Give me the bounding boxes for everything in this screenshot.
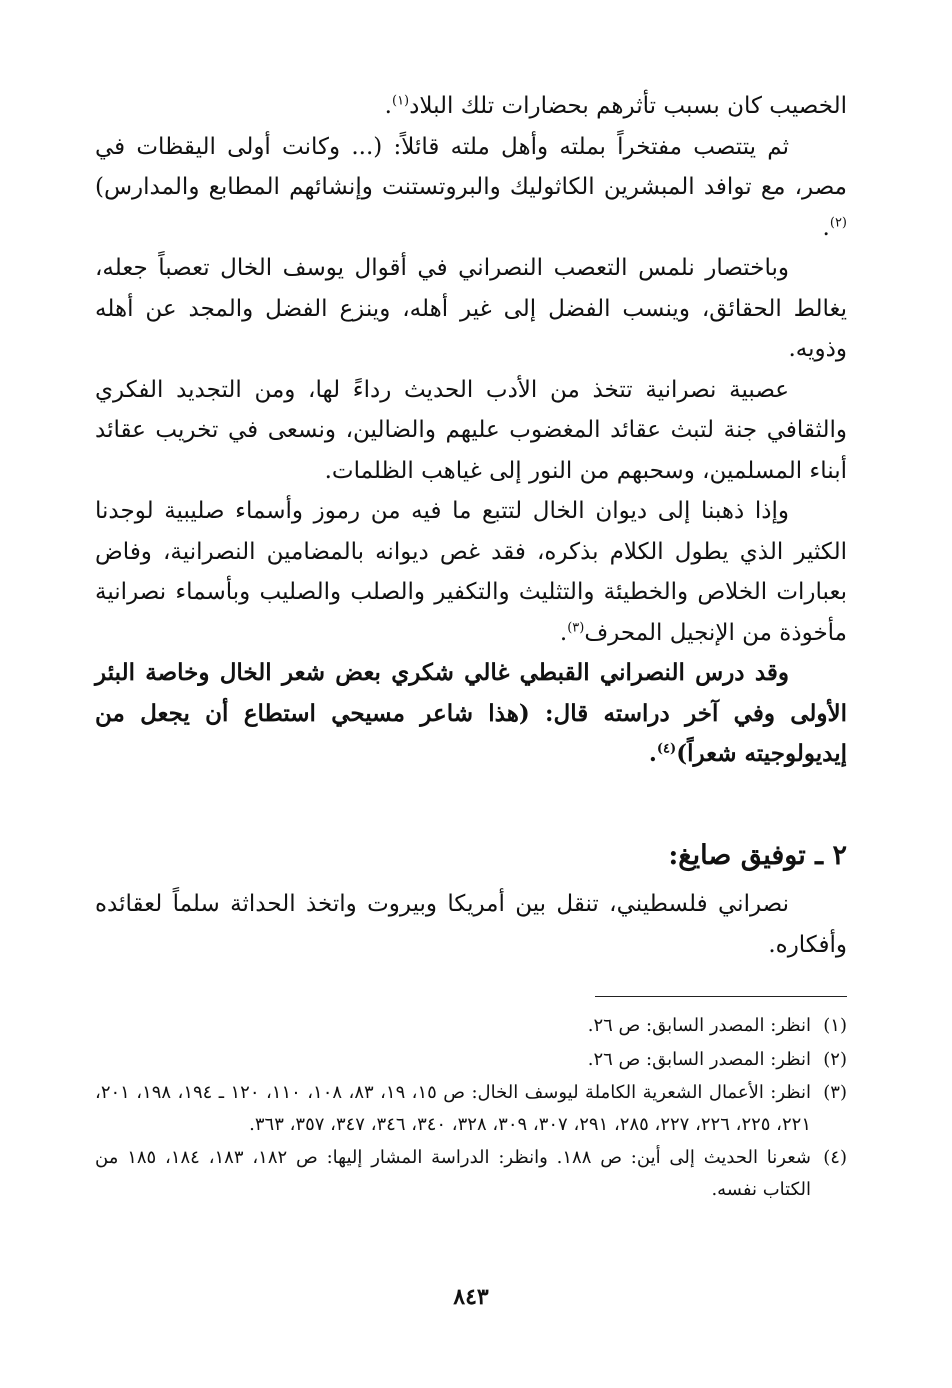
document-page	[95, 0, 847, 1388]
footnote-number: (٢)	[823, 1048, 847, 1070]
section-heading: ٢ ـ توفيق صايغ:	[668, 840, 847, 871]
paragraph-5	[95, 491, 847, 653]
body-text	[95, 86, 847, 775]
paragraph-1-text: الخصيب كان بسبب تأثرهم بحضارات تلك البلاد	[409, 93, 847, 119]
paragraph-3	[95, 248, 847, 370]
page-number: ٨٤٣	[453, 1284, 489, 1310]
footnote-1	[95, 1010, 847, 1042]
paragraph-6-tail: .	[648, 740, 657, 767]
paragraph-1	[95, 86, 847, 127]
footnote-text: شعرنا الحديث إلى أين: ص ١٨٨. وانظر: الدراسة المشار إليها: ص ١٨٢، ١٨٣، ١٨٤، ١٨٥ من الكتاب نفسه.	[95, 1147, 811, 1200]
footnote-number: (٣)	[823, 1082, 847, 1103]
footnote-ref-2: (٢)	[829, 214, 847, 230]
paragraph-5-text: وإذا ذهبنا إلى ديوان الخال لتتبع ما فيه من رموز وأسماء صليبية لوجدنا الكثير الذي يطول الكلام بذكره، فقد غص ديوانه بالمضامين النصرانية، وفاض بعبارات الخلاص والخطيئة والتثليث والتكفير والصلب والصليب وبأسماء نصرانية مأخوذة من الإنجيل المحرف	[95, 498, 847, 646]
paragraph-6-text: وقد درس النصراني القبطي غالي شكري بعض شعر الخال وخاصة البئر الأولى وفي آخر دراسته قال: (هذا شاعر مسيحي استطاع أن يجعل من إيديولوجيته شعراً)	[95, 659, 847, 767]
footnote-number: (١)	[823, 1015, 847, 1036]
paragraph-1-tail: .	[384, 93, 392, 119]
footnotes	[95, 1010, 847, 1207]
footnote-ref-3: (٣)	[567, 619, 585, 635]
footnote-2	[95, 1044, 847, 1076]
paragraph-4	[95, 370, 847, 492]
paragraph-6	[95, 653, 847, 775]
paragraph-2-tail: .	[822, 214, 830, 241]
footnote-text: انظر: المصدر السابق: ص ٢٦.	[587, 1048, 811, 1070]
footnote-ref-1: (١)	[391, 93, 410, 109]
paragraph-2-text: ثم يتتصب مفتخراً بملته وأهل ملته قائلاً: (... وكانت أولى اليقظات في مصر، مع توافد المبشرين الكاثوليك والبروتستنت وإنشائهم المطابع والمدارس)	[95, 133, 847, 200]
paragraph-4-text: عصبية نصرانية تتخذ من الأدب الحديث رداءً لها، ومن التجديد الفكري والثقافي جنة لتبث عقائد المغضوب عليهم والضالين، ونسعى في تخريب عقائد أبناء المسلمين، وسحبهم من النور إلى غياهب الظلمات.	[95, 376, 847, 484]
section-paragraph: نصراني فلسطيني، تنقل بين أمريكا وبيروت واتخذ الحداثة سلماً لعقائده وأفكاره.	[95, 891, 847, 958]
footnote-ref-4: (٤)	[656, 741, 677, 757]
footnote-divider	[595, 996, 847, 997]
paragraph-2	[95, 127, 847, 249]
footnote-4	[95, 1142, 847, 1205]
footnote-number: (٤)	[823, 1147, 847, 1168]
footnote-text: انظر: الأعمال الشعرية الكاملة ليوسف الخال: ص ١٥، ١٩، ٨٣، ١٠٨، ١١٠، ١٢٠ ـ ١٩٤، ١٩٨، ٢٠١، ٢٢١، ٢٢٥، ٢٢٦، ٢٢٧، ٢٨٥، ٢٩١، ٣٠٧، ٣٠٩، ٣٢٨، ٣٤٠، ٣٤٦، ٣٤٧، ٣٥٧، ٣٦٣.	[95, 1082, 812, 1135]
footnote-3	[95, 1077, 847, 1140]
paragraph-3-text: وباختصار نلمس التعصب النصراني في أقوال يوسف الخال تعصباً جعله، يغالط الحقائق، وينسب الفضل إلى غير أهله، وينزع الفضل والمجد عن أهله وذويه.	[95, 255, 847, 362]
footnote-text: انظر: المصدر السابق: ص ٢٦.	[587, 1015, 811, 1036]
paragraph-5-tail: .	[559, 619, 568, 646]
